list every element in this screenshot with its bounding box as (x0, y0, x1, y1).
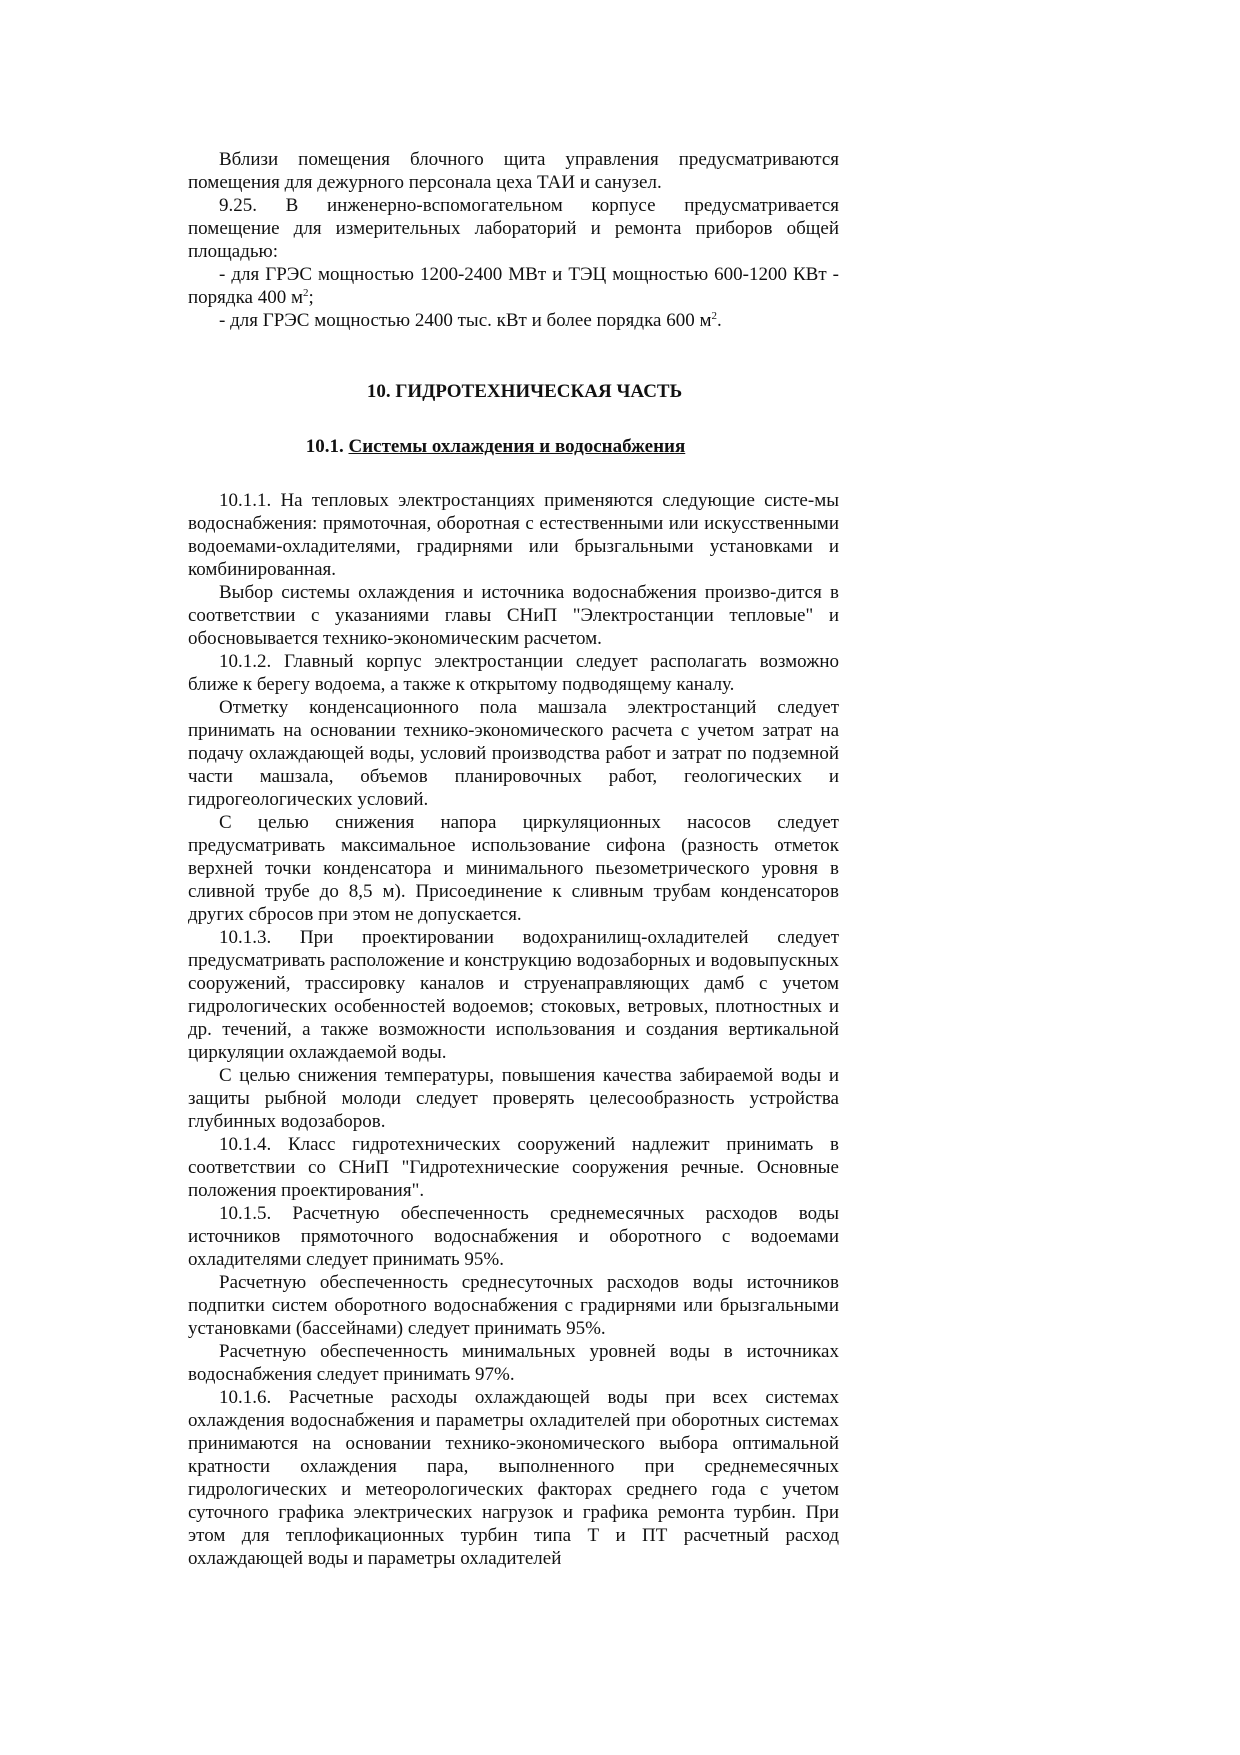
paragraph-10-1-6: 10.1.6. Расчетные расходы охлаждающей воды при всех системах охлаждения водоснабжения и параметры охладителей при оборотных системах принимаются на основании технико-экономического выбора оптимальной кратности охлаждения пара, выполненного при среднемесячных гидрологических и метеорологических факторах среднего года с учетом суточного графика электрических нагрузок и графика ремонта турбин. При этом для теплофикационных турбин типа Т и ПТ расчетный расход охлаждающей воды и параметры охладителей (188, 1387, 839, 1569)
superscript: 2 (711, 310, 717, 322)
paragraph-daily-flow: Расчетную обеспеченность среднесуточных расходов воды источников подпитки систем оборотного водоснабжения с градирнями или брызгальными установками (бассейнами) следует принимать 95%. (188, 1272, 839, 1339)
paragraph-deep-intakes: С целью снижения температуры, повышения качества забираемой воды и защиты рыбной молоди следует проверять целесообразность устройства глубинных водозаборов. (188, 1065, 839, 1132)
list-item-punct: ; (308, 287, 314, 308)
paragraph-10-1-4: 10.1.4. Класс гидротехнических сооружений надлежит принимать в соответствии со СНиП "Гидротехнические сооружения речные. Основные положения проектирования". (188, 1134, 839, 1201)
list-item-punct: . (717, 310, 722, 331)
paragraph-10-1-3: 10.1.3. При проектировании водохранилищ-охладителей следует предусматривать расположение и конструкцию водозаборных и водовыпускных сооружений, трассировку каналов и струенаправляющих дамб с учетом гидрологических особенностей водоемов; стоковых, ветровых, плотностных и др. течений, а также возможности использования и создания вертикальной циркуляции охлаждаемой воды. (188, 927, 839, 1063)
subsection-title: Системы охлаждения и водоснабжения (348, 436, 686, 457)
paragraph-9-25: 9.25. В инженерно-вспомогательном корпусе предусматривается помещение для измерительных лабораторий и ремонта приборов общей площадью: (188, 195, 839, 262)
paragraph-10-1-5: 10.1.5. Расчетную обеспеченность среднемесячных расходов воды источников прямоточного водоснабжения и оборотного с водоемами охладителями следует принимать 95%. (188, 1203, 839, 1270)
document-page (188, 148, 839, 1570)
list-item-grs-1200 (188, 263, 839, 309)
paragraph-siphon: С целью снижения напора циркуляционных насосов следует предусматривать максимальное использование сифона (разность отметок верхней точки конденсатора и минимального пьезометрического уровня в сливной трубе до 8,5 м). Присоединение к сливным трубам конденсаторов других сбросов при этом не допускается. (188, 812, 839, 925)
list-item-grs-2400 (188, 309, 839, 332)
section-heading: 10. ГИДРОТЕХНИЧЕСКАЯ ЧАСТЬ (366, 381, 683, 402)
superscript: 2 (302, 287, 309, 299)
paragraph-10-1-2: 10.1.2. Главный корпус электростанции следует располагать возможно ближе к берегу водоема, а также к открытому подводящему каналу. (188, 651, 839, 695)
paragraph-floor-mark: Отметку конденсационного пола машзала электростанций следует принимать на основании технико-экономического расчета с учетом затрат на подачу охлаждающей воды, условий производства работ и затрат по подземной части машзала, объемов планировочных работ, геологических и гидрогеологических условий. (188, 697, 839, 810)
list-item-text: - для ГРЭС мощностью 2400 тыс. кВт и более порядка 600 м (219, 310, 712, 331)
subsection-number: 10.1. (305, 436, 344, 457)
paragraph-control-room: Вблизи помещения блочного щита управления предусматриваются помещения для дежурного персонала цеха ТАИ и санузел. (188, 149, 839, 193)
paragraph-choice-of-system: Выбор системы охлаждения и источника водоснабжения произво-дится в соответствии с указаниями главы СНиП "Электростанции тепловые" и обосновывается технико-экономическим расчетом. (188, 582, 839, 649)
list-item-text: - для ГРЭС мощностью 1200-2400 МВт и ТЭЦ мощностью 600-1200 КВт - порядка 400 м (188, 264, 839, 308)
paragraph-10-1-1: 10.1.1. На тепловых электростанциях применяются следующие систе-мы водоснабжения: прямоточная, оборотная с естественными или искусственными водоемами-охладителями, градирнями или брызгальными установками и комбинированная. (188, 490, 839, 580)
subsection-heading (188, 435, 839, 458)
paragraph-minimum-levels: Расчетную обеспеченность минимальных уровней воды в источниках водоснабжения следует принимать 97%. (188, 1341, 839, 1385)
